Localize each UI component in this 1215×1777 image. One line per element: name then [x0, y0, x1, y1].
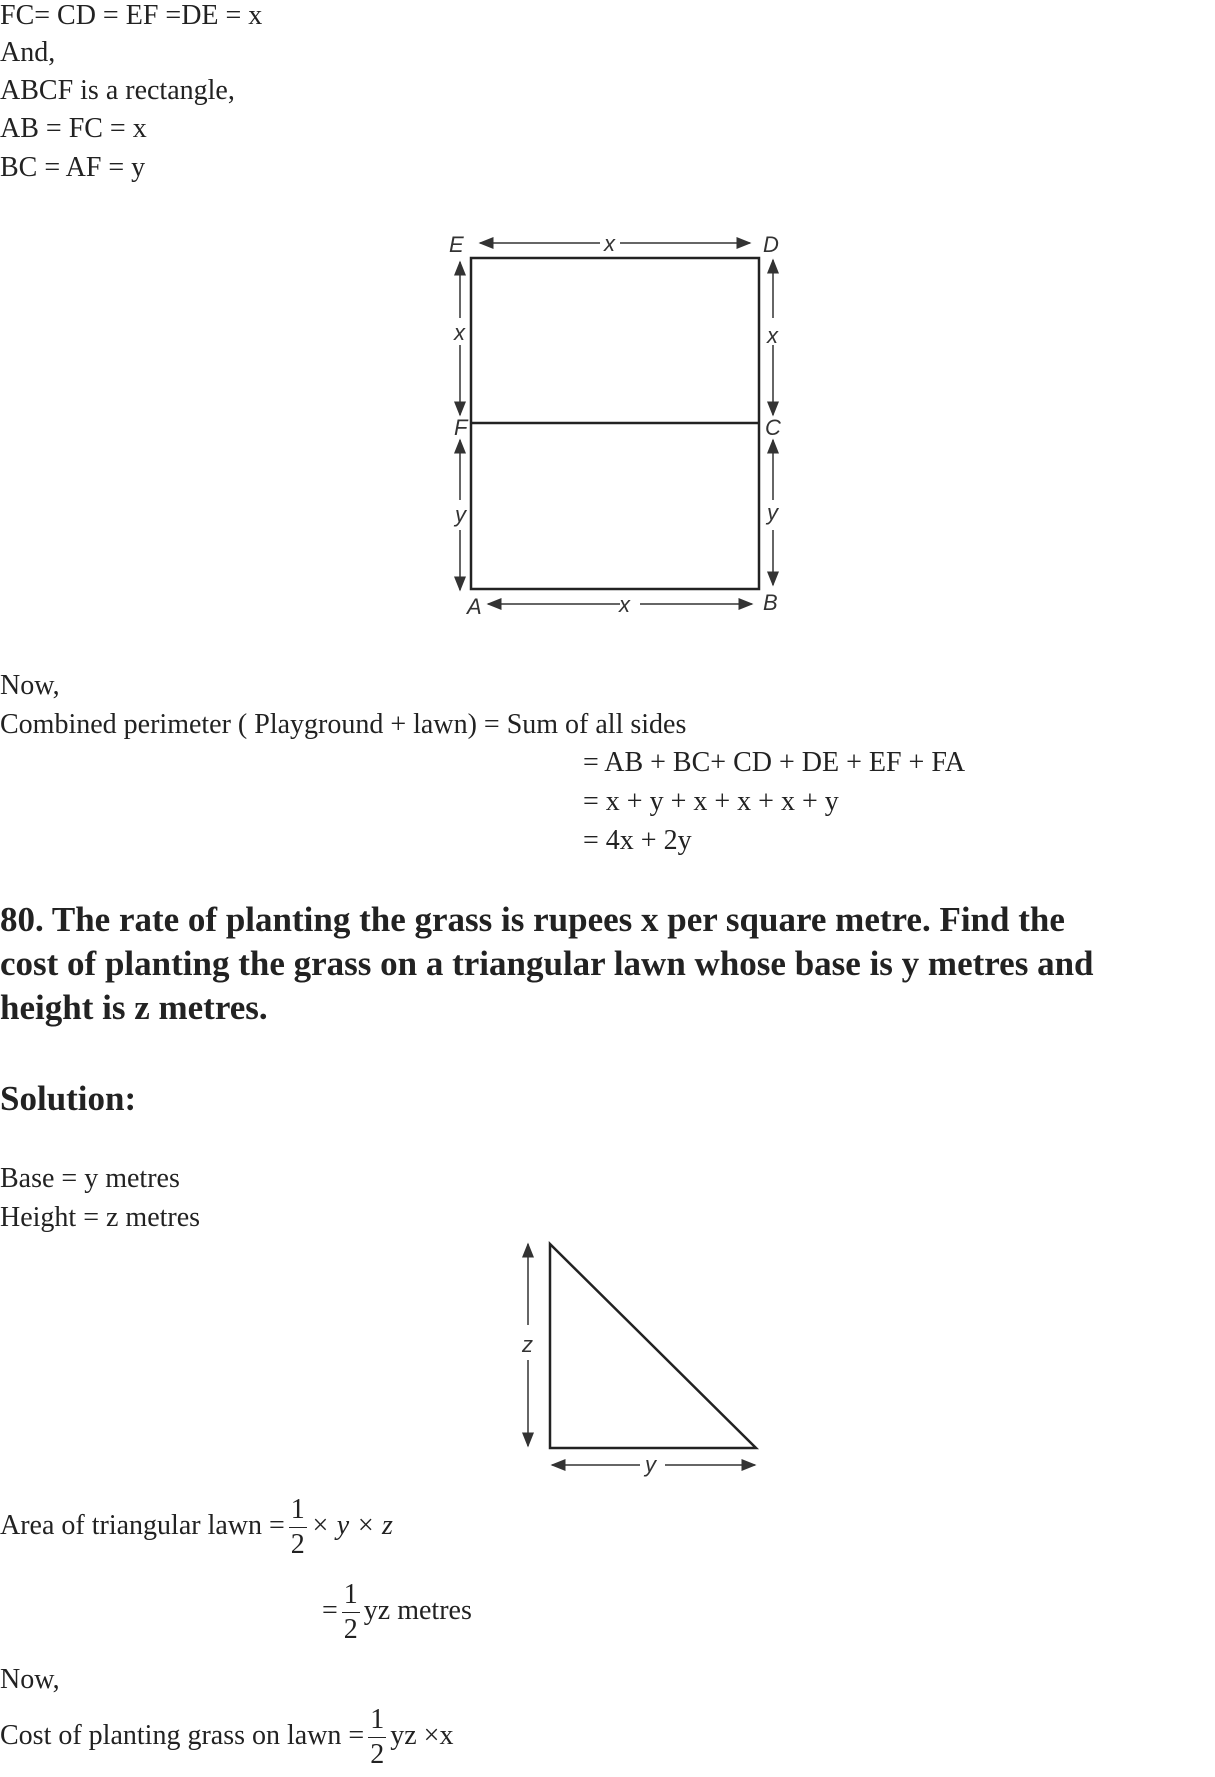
solution-heading: Solution:: [0, 1079, 137, 1118]
vertex-label-f: F: [454, 415, 468, 440]
vertex-label-c: C: [765, 415, 781, 440]
dim-top: x: [604, 231, 615, 256]
area-equation: Area of triangular lawn = $\frac{1}{2}$ × y × z: [0, 1494, 393, 1560]
fraction: $\frac{1}{2}$: [343, 1579, 358, 1645]
perimeter-step: = x + y + x + x + x + y: [583, 786, 839, 817]
dim-base-y: y: [645, 1452, 656, 1477]
text-line: ABCF is a rectangle,: [0, 75, 235, 106]
dim-right-upper: x: [767, 323, 778, 348]
rectangle-diagram: [471, 258, 759, 589]
dim-height-z: z: [522, 1332, 533, 1357]
question-line: height is z metres.: [0, 988, 268, 1027]
perimeter-lhs: Combined perimeter ( Playground + lawn) = Sum of all sides: [0, 709, 687, 740]
perimeter-step: = 4x + 2y: [583, 825, 692, 856]
text-line: Now,: [0, 1664, 60, 1695]
question-line: 80. The rate of planting the grass is rupees x per square metre. Find the: [0, 900, 1065, 939]
text-line: FC= CD = EF =DE = x: [0, 0, 263, 31]
text-line: Height = z metres: [0, 1202, 201, 1233]
vertex-label-b: B: [763, 590, 778, 615]
text-line: AB = FC = x: [0, 113, 147, 144]
vertex-label-d: D: [763, 232, 779, 257]
text-line: Base = y metres: [0, 1163, 180, 1194]
fraction: $\frac{1}{2}$: [290, 1494, 305, 1560]
triangle-diagram: [550, 1244, 756, 1448]
fraction: $\frac{1}{2}$: [370, 1704, 385, 1770]
text-line: Now,: [0, 670, 60, 701]
dim-left-upper: x: [454, 320, 465, 345]
text-line: BC = AF = y: [0, 152, 146, 183]
cost-equation: Cost of planting grass on lawn = $\frac{1}{2}$ yz ×x: [0, 1704, 454, 1770]
dim-bottom: x: [619, 592, 630, 617]
dim-right-lower: y: [767, 500, 778, 525]
vertex-label-a: A: [467, 594, 482, 619]
area-step2: = $\frac{1}{2}$ yz metres: [322, 1579, 472, 1645]
dim-left-lower: y: [455, 502, 466, 527]
vertex-label-e: E: [449, 232, 464, 257]
perimeter-step: = AB + BC+ CD + DE + EF + FA: [583, 747, 966, 778]
text-line: And,: [0, 37, 56, 68]
question-line: cost of planting the grass on a triangular lawn whose base is y metres and: [0, 944, 1094, 983]
